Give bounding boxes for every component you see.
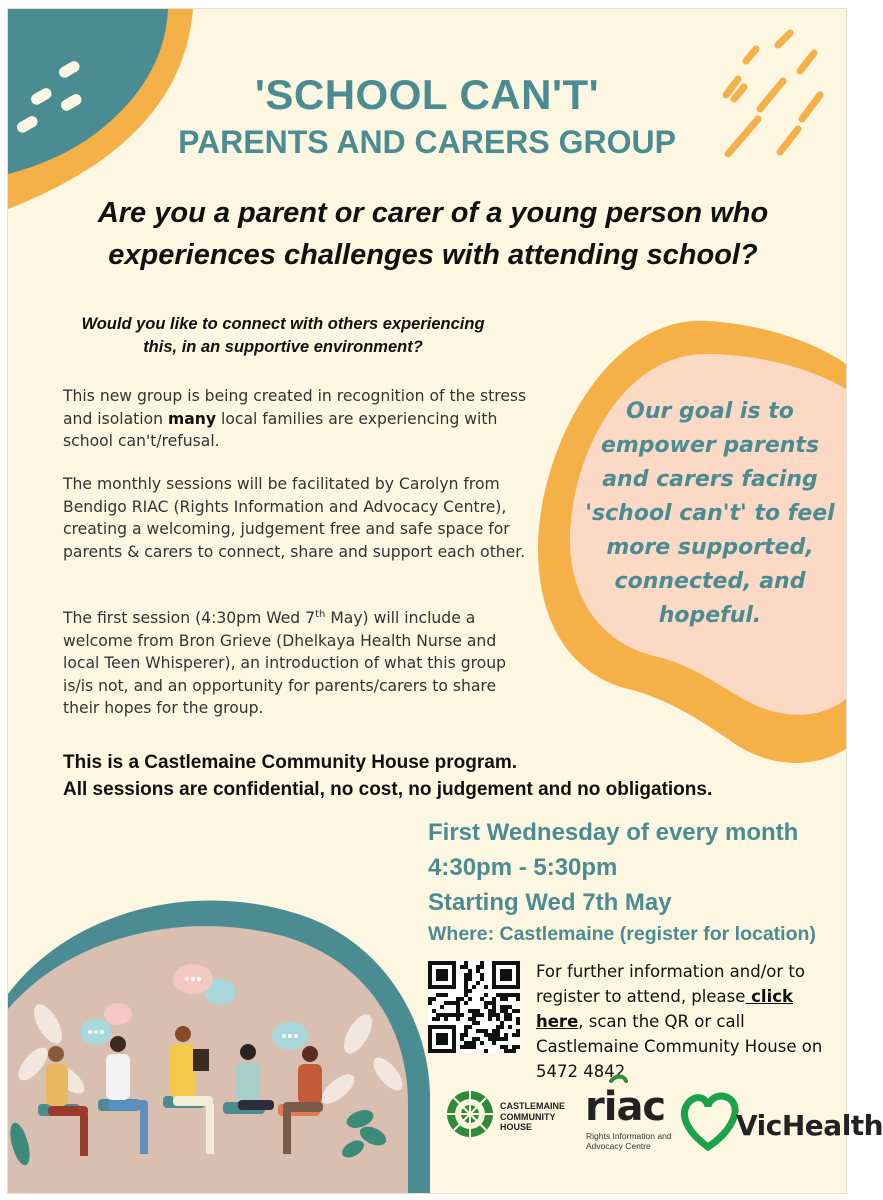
title-school-cant: 'SCHOOL CAN'T' <box>254 71 600 118</box>
contact-text-end: , scan the QR or call Castlemaine Community House on 5472 4842 <box>536 1012 823 1081</box>
schedule-time: 4:30pm - 5:30pm <box>428 854 618 881</box>
cch-logo-icon <box>447 1091 493 1137</box>
schedule-location: Where: Castlemaine (register for location) <box>428 923 816 945</box>
paragraph-first-session-text: The first session (4:30pm Wed 7 <box>63 609 316 627</box>
paragraph-intro-bold: many <box>168 409 217 428</box>
program-line-1: This is a Castlemaine Community House program. <box>63 752 517 773</box>
ordinal-suffix: th <box>315 608 326 620</box>
program-line-2: All sessions are confidential, no cost, no judgement and no obligations. <box>63 779 713 800</box>
click-here-link[interactable]: click here <box>536 987 793 1031</box>
riac-logo: riac <box>585 1084 666 1130</box>
paragraph-intro-text: This new group is being created in recognition of the stress and isolation <box>63 387 527 428</box>
sub-question-line-2: this, in an supportive environment? <box>143 338 423 356</box>
riac-logo-subtitle: Rights Information and Advocacy Centre <box>586 1131 672 1151</box>
paragraph-intro-text-end: local families are experiencing with school can't/refusal. <box>63 409 498 450</box>
paragraph-sessions: The monthly sessions will be facilitated by Carolyn from Bendigo RIAC (Rights Information and Advocacy Centre), creating a welcoming, judgement free and safe space for parents & carers to connect, share and support each other. <box>63 475 526 561</box>
goal-statement: Our goal is to empower parents and carers facing 'school can't' to feel more supported, connected, and hopeful. <box>585 399 835 628</box>
sub-question-line-1: Would you like to connect with others experiencing <box>81 315 485 333</box>
logos-graphics <box>8 9 846 1193</box>
paragraph-first-session-text-end: May) will include a welcome from Bron Grieve (Dhelkaya Health Nurse and local Teen Whisperer), an introduction of what this group is/is not, and an opportunity for parents/carers to share their hopes for the group. <box>63 609 506 717</box>
flyer-page <box>7 8 883 1194</box>
castlemaine-community-house-logo: CASTLEMAINE COMMUNITY HOUSE <box>500 1101 565 1132</box>
vichealth-logo: VicHealth <box>736 1109 883 1142</box>
main-question-line-1: Are you a parent or carer of a young person who <box>97 197 769 229</box>
riac-logo-icon <box>611 1077 626 1082</box>
schedule-frequency: First Wednesday of every month <box>428 819 799 846</box>
main-question-line-2: experiences challenges with attending school? <box>108 239 758 271</box>
contact-text: For further information and/or to register to attend, please <box>536 962 805 1006</box>
title-parents-carers-group: PARENTS AND CARERS GROUP <box>178 124 676 160</box>
schedule-start: Starting Wed 7th May <box>428 889 672 916</box>
